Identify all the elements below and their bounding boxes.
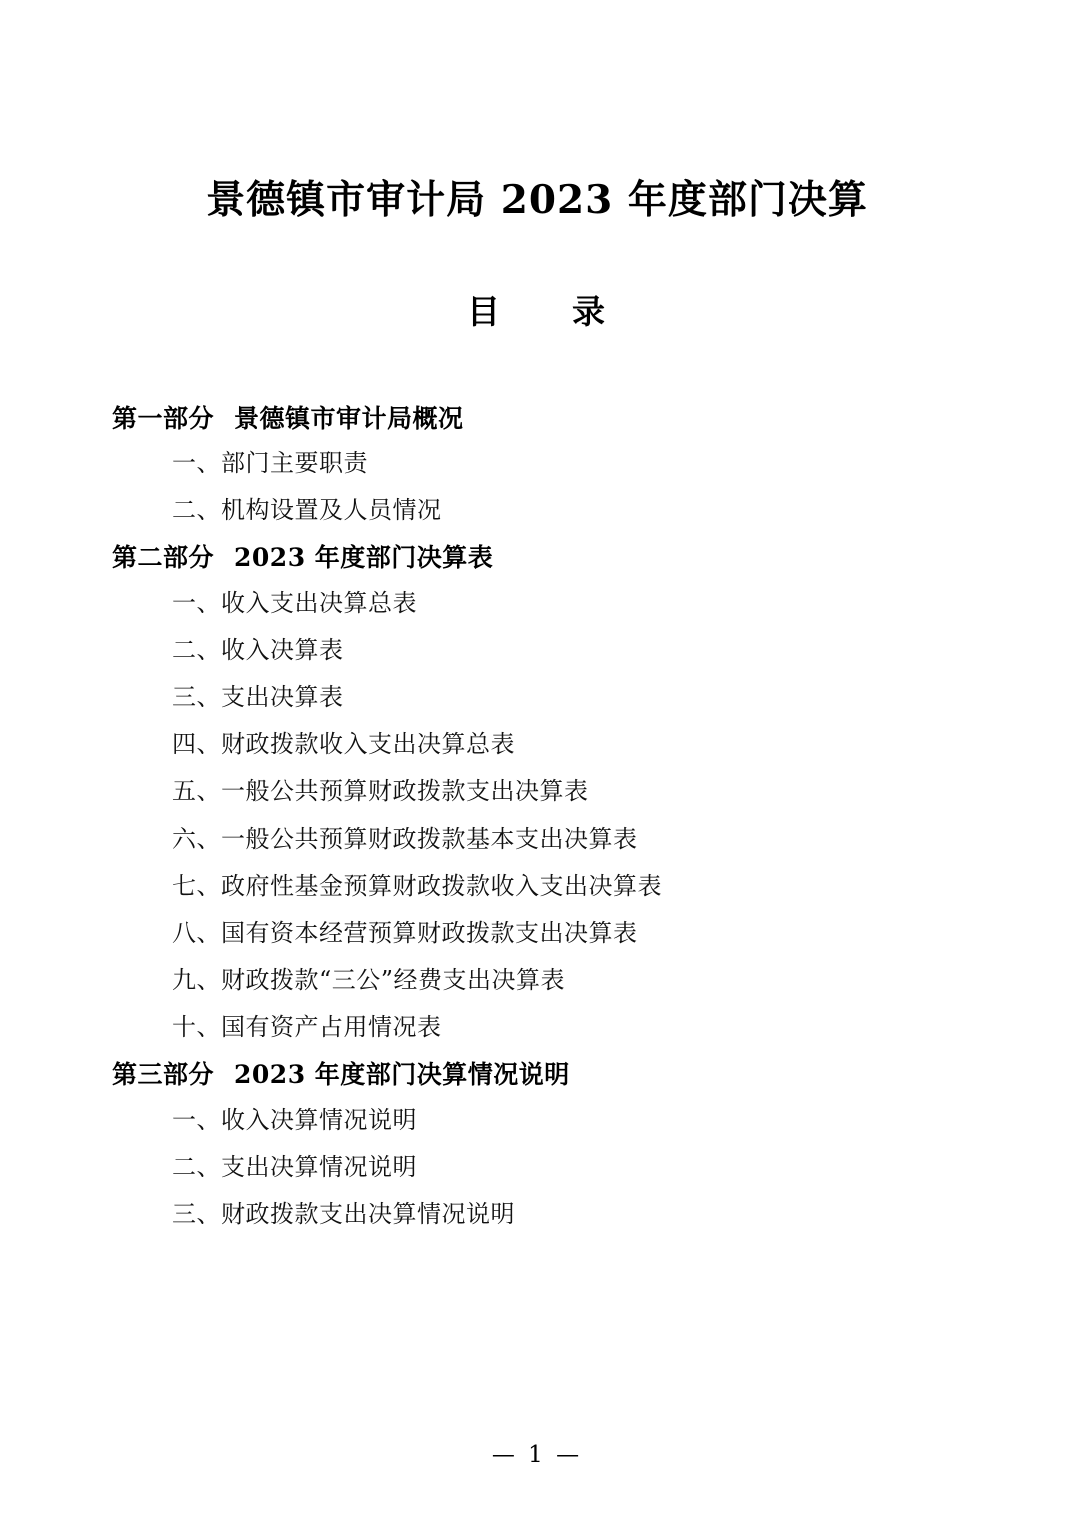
- list-item[interactable]: 一、部门主要职责: [172, 448, 368, 477]
- list-item[interactable]: 五、一般公共预算财政拨款支出决算表: [172, 777, 589, 806]
- toc-part-label: 第二部分: [112, 543, 215, 573]
- list-item[interactable]: 二、收入决算表: [172, 635, 344, 664]
- list-item[interactable]: 九、财政拨款“三公”经费支出决算表: [172, 966, 566, 995]
- list-item[interactable]: 四、财政拨款收入支出决算总表: [172, 730, 515, 759]
- list-item[interactable]: 三、支出决算表: [172, 682, 344, 711]
- toc-group-part-3: [110, 1059, 964, 1230]
- page-title: 景德镇市审计局 2023 年度部门决算: [206, 177, 868, 223]
- list-item[interactable]: 十、国有资产占用情况表: [172, 1013, 442, 1042]
- toc-group-part-1: [110, 403, 964, 527]
- list-item[interactable]: 二、机构设置及人员情况: [172, 496, 442, 525]
- toc-part-label: 第一部分: [112, 403, 215, 433]
- page-number: — 1 —: [491, 1442, 583, 1468]
- list-item[interactable]: 六、一般公共预算财政拨款基本支出决算表: [172, 824, 638, 853]
- toc-part-heading[interactable]: [110, 403, 964, 434]
- toc-part-name: 2023 年度部门决算情况说明: [234, 1060, 570, 1090]
- list-item[interactable]: 二、支出决算情况说明: [172, 1152, 417, 1181]
- toc-heading: 目 录: [467, 291, 607, 331]
- toc-part-name: 景德镇市审计局概况: [234, 403, 464, 433]
- table-of-contents: [110, 403, 964, 1231]
- toc-part-name: 2023 年度部门决算表: [234, 543, 494, 573]
- toc-part-heading[interactable]: [110, 542, 964, 573]
- list-item[interactable]: 一、收入支出决算总表: [172, 588, 417, 617]
- toc-part-heading[interactable]: [110, 1059, 964, 1090]
- toc-part-label: 第三部分: [112, 1060, 215, 1090]
- list-item[interactable]: 七、政府性基金预算财政拨款收入支出决算表: [172, 871, 662, 900]
- list-item[interactable]: 一、收入决算情况说明: [172, 1105, 417, 1134]
- list-item[interactable]: 八、国有资本经营预算财政拨款支出决算表: [172, 918, 638, 947]
- toc-group-part-2: [110, 542, 964, 1043]
- list-item[interactable]: 三、财政拨款支出决算情况说明: [172, 1200, 515, 1229]
